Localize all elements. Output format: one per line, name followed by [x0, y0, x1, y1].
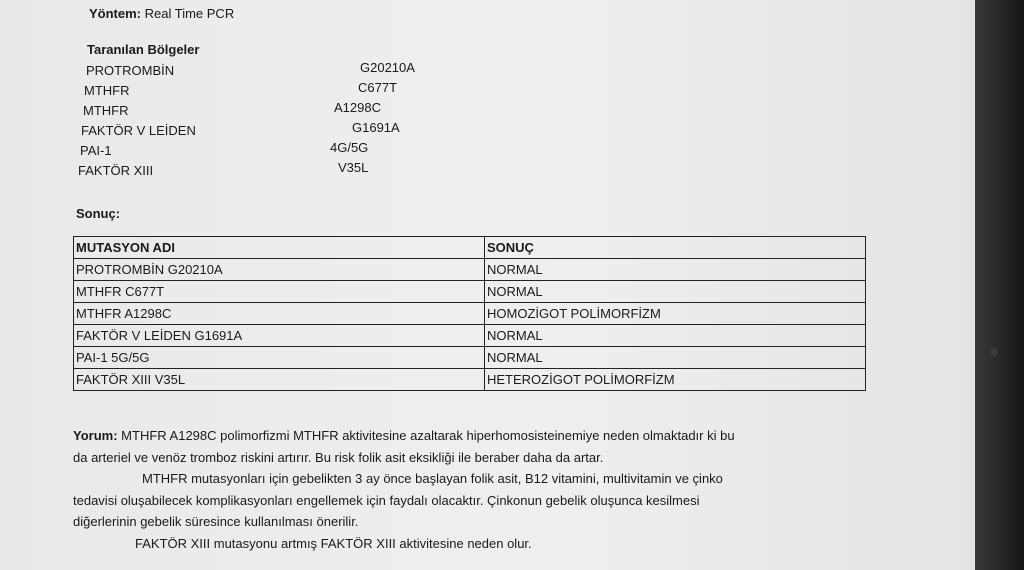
table-row: [74, 347, 866, 369]
mutation-name-cell: MTHFR C677T: [74, 281, 485, 303]
result-cell: NORMAL: [485, 347, 866, 369]
region-variant: 4G/5G: [330, 140, 369, 155]
comment-label: Yorum:: [73, 428, 118, 443]
method-line: [89, 6, 234, 21]
region-variant: C677T: [358, 80, 398, 95]
region-gene: PAI-1: [80, 143, 112, 158]
region-variant: G1691A: [352, 120, 400, 135]
region-variant: G20210A: [360, 60, 415, 75]
result-cell: NORMAL: [485, 281, 866, 303]
mutation-name-cell: FAKTÖR V LEİDEN G1691A: [74, 325, 485, 347]
method-value: Real Time PCR: [144, 6, 235, 21]
comment-line: MTHFR mutasyonları için gebelikten 3 ay önce başlayan folik asit, B12 vitamini, multivitamin ve çinko: [142, 471, 723, 486]
table-header-row: [74, 237, 866, 259]
comment-block: [73, 425, 943, 554]
regions-title: Taranılan Bölgeler: [87, 42, 200, 57]
table-row: [74, 369, 866, 391]
comment-line: diğerlerinin gebelik süresince kullanılması önerilir.: [73, 514, 359, 529]
region-variant: A1298C: [334, 100, 381, 115]
region-gene: PROTROMBİN: [86, 63, 175, 78]
result-cell: NORMAL: [485, 259, 866, 281]
comment-line: tedavisi oluşabilecek komplikasyonları engellemek için faydalı olacaktır. Çinkonun gebelik oluşunca kesilmesi: [73, 492, 700, 508]
table-row: [74, 325, 866, 347]
comment-line: [73, 425, 943, 447]
mutation-name-cell: PAI-1 5G/5G: [74, 347, 485, 369]
mutation-name-cell: PROTROMBİN G20210A: [74, 259, 485, 281]
method-label: Yöntem:: [89, 6, 141, 21]
column-header: MUTASYON ADI: [74, 237, 485, 259]
table-row: [74, 281, 866, 303]
comment-line: FAKTÖR XIII mutasyonu artmış FAKTÖR XIII aktivitesine neden olur.: [135, 535, 532, 551]
background-edge: [975, 0, 1024, 570]
table-row: [74, 303, 866, 325]
mutation-name-cell: MTHFR A1298C: [74, 303, 485, 325]
region-gene: MTHFR: [84, 83, 130, 98]
column-header: SONUÇ: [485, 237, 866, 259]
region-variant: V35L: [338, 160, 369, 175]
result-cell: HETEROZİGOT POLİMORFİZM: [485, 369, 866, 391]
mutation-name-cell: FAKTÖR XIII V35L: [74, 369, 485, 391]
region-gene: MTHFR: [83, 103, 129, 118]
result-cell: NORMAL: [485, 325, 866, 347]
region-gene: FAKTÖR XIII: [78, 163, 154, 178]
region-gene: FAKTÖR V LEİDEN: [81, 123, 196, 138]
result-table: [73, 236, 866, 391]
comment-text: MTHFR A1298C polimorfizmi MTHFR aktivitesine azaltarak hiperhomosisteinemiye neden olmaktadır ki bu: [121, 428, 735, 443]
background-dot: [990, 348, 998, 356]
result-title: Sonuç:: [76, 206, 121, 221]
comment-line: da arteriel ve venöz tromboz riskini artırır. Bu risk folik asit eksikliği ile beraber daha da artar.: [73, 449, 604, 465]
result-cell: HOMOZİGOT POLİMORFİZM: [485, 303, 866, 325]
table-row: [74, 259, 866, 281]
